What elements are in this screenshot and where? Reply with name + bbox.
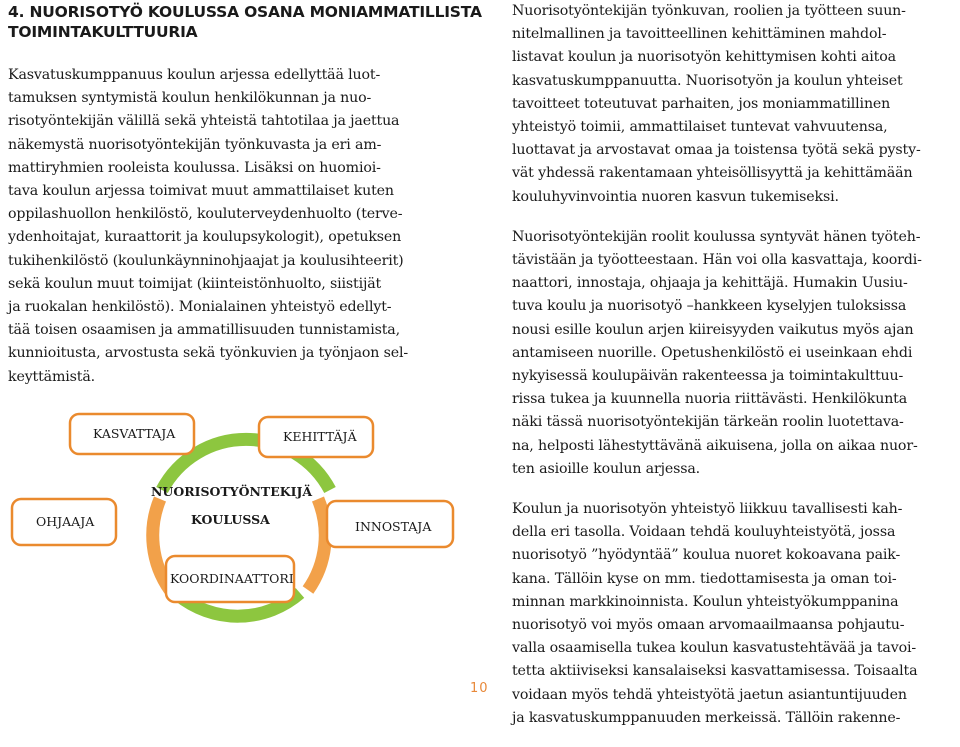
left-column — [8, 64, 478, 389]
label-koordinaattori: KOORDINAATTORI — [170, 571, 294, 586]
center-label-line2: KOULUSSA — [191, 512, 270, 527]
label-kehittaja: KEHITTÄJÄ — [283, 429, 357, 444]
label-innostaja: INNOSTAJA — [355, 519, 432, 534]
right-column — [512, 0, 957, 747]
ring-arc-right — [308, 499, 325, 590]
roles-diagram — [0, 395, 500, 655]
label-kasvattaja: KASVATTAJA — [93, 426, 176, 441]
center-label-line1: NUORISOTYÖNTEKIJÄ — [151, 484, 313, 499]
body-paragraph-2: Nuorisotyöntekijän roolit koulussa syntyvät hänen työteh- tävistään ja työotteestaan. Hän voi olla kasvattaja, koordi- naattori, innostaja, ohjaaja ja kehittäjä. Humakin Uusiu- tuva koulu ja nuorisotyö –hankkeen kyselyjen tuloksissa nousi esille koulun arjen kiireisyyden vaikutus myös ajan antamiseen nuorille. Opetushenkilöstö ei useinkaan ehdi nykyisessä koulupäivän rakenteessa ja toimintakulttuu- rissa tukea ja kuunnella nuoria riittävästi. Henkilökunta näki tässä nuorisotyöntekijän tärkeän roolin luotettava- na, helposti lähestyttävänä aikuisena, jolla on aikaa nuor- ten asioille koulun arjessa. — [512, 228, 922, 477]
section-heading: 4. NUORISOTYÖ KOULUSSA OSANA MONIAMMATILLISTA TOIMINTAKULTTUURIA — [8, 3, 482, 41]
body-paragraph-1: Nuorisotyöntekijän työnkuvan, roolien ja työtteen suun- nitelmallinen ja tavoitteellinen kehittäminen mahdol- listavat koulun ja nuorisotyön kehittymisen kohti aitoa kasvatuskumppanuutta. Nuorisotyön ja koulun yhteiset tavoitteet toteutuvat parhaiten, jos moniammatillinen yhteistyö toimii, ammattilaiset tuntevat vahvuutensa, luottavat ja arvostavat omaa ja toistensa työtä sekä pysty- vät yhdessä rakentamaan yhteisöllisyyttä ja kehittämään kouluhyvinvointia nuoren kasvun tukemiseksi. — [512, 3, 921, 205]
body-paragraph-3: Koulun ja nuorisotyön yhteistyö liikkuu tavallisesti kah- della eri tasolla. Voidaan tehdä kouluyhteistyötä, jossa nuorisotyö ”hyödyntää” koulua nuoret kokoavana paik- kana. Tällöin kyse on mm. tiedottamisesta ja oman toi- minnan markkinoinnista. Koulun yhteistyökumppanina nuorisotyö voi myös omaan arvomaailmaansa pohjautu- valla osaamisella tukea koulun kasvatustehtävää ja tavoi- tetta aktiiviseksi kansalaiseksi kasvattamisessa. Toisaalta voidaan myös tehdä yhteistyötä jaetun asiantuntijuuden ja kasvatuskumppanuuden merkeissä. Tällöin rakenne- — [512, 501, 918, 726]
body-paragraph: Kasvatuskumppanuus koulun arjessa edellyttää luot- tamuksen syntymistä koulun henkilökunnan ja nuo- risotyöntekijän välillä sekä yhteistä tahtotilaa ja jaettua näkemystä nuorisotyöntekijän työnkuvasta ja eri am- mattiryhmien rooleista koulussa. Lisäksi on huomioi- tava koulun arjessa toimivat muut ammattilaiset kuten oppilashuollon henkilöstö, kouluterveydenhuolto (terve- ydenhoitajat, kuraattorit ja koulupsykologit), opetuksen tukihenkilöstö (koulunkäynninohjaajat ja koulusihteerit) sekä koulun muut toimijat (kiinteistönhuolto, siistijät ja ruokalan henkilöstö). Monialainen yhteistyö edellyt- tää toisen osaamisen ja ammatillisuuden tunnistamista, kunnioitusta, arvostusta sekä työnkuvien ja työnjaon sel- keyttämistä. — [8, 67, 409, 385]
label-ohjaaja: OHJAAJA — [36, 514, 95, 529]
page-number: 10 — [470, 681, 489, 696]
